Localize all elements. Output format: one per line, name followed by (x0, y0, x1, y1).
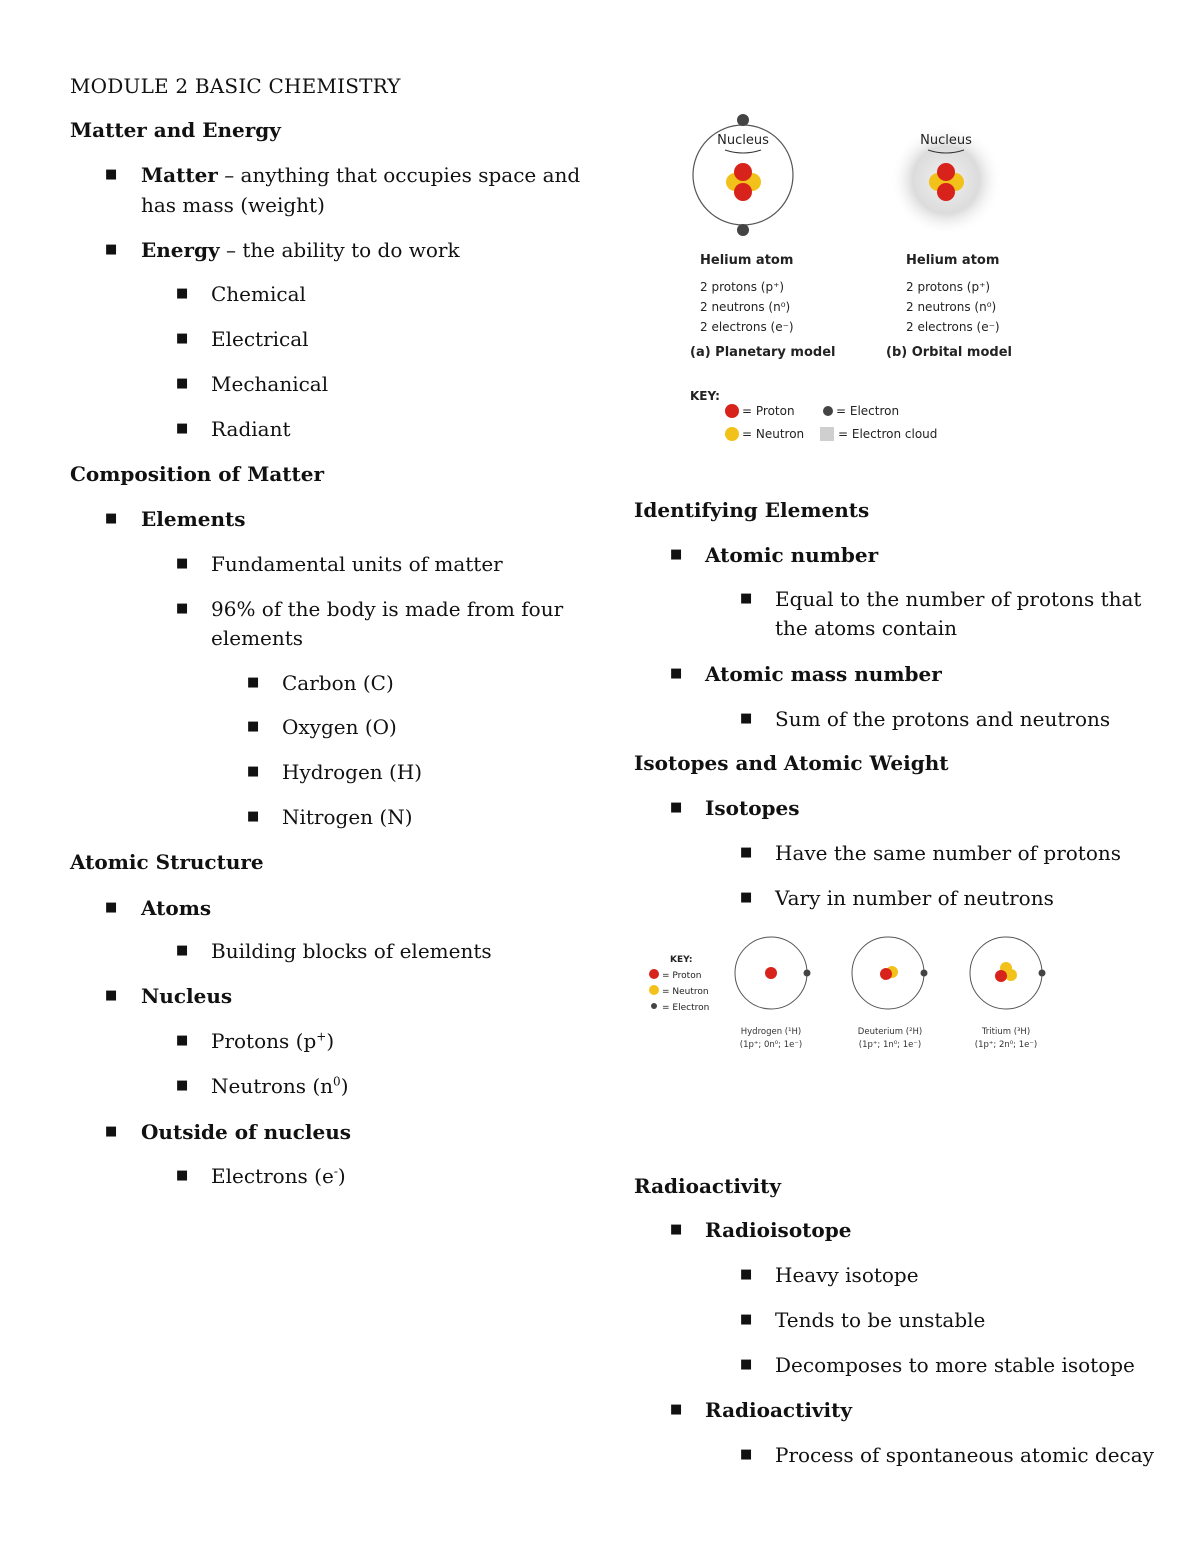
outside-nucleus-label: Outside of nucleus (141, 1120, 352, 1144)
atomic-number-def-cont: the atoms contain (775, 616, 958, 640)
key-proton: = Proton (742, 404, 795, 418)
key-electron: = Electron (662, 1003, 710, 1013)
proton (937, 183, 955, 201)
atom-label: Helium atom (906, 253, 1000, 268)
bullet: ■ (670, 547, 683, 562)
proton (995, 970, 1007, 982)
bullet: ■ (247, 719, 260, 734)
neutrons-item: Neutrons $(n^0)$ (211, 1074, 349, 1098)
element-item: Carbon (C) (282, 671, 394, 695)
bullet: ■ (105, 167, 118, 182)
bullet: ■ (176, 1033, 189, 1048)
key-electron: = Electron (836, 404, 900, 418)
helium-atom-figure (680, 110, 1020, 460)
atom-label: Helium atom (700, 253, 794, 268)
bullet: ■ (740, 1357, 753, 1372)
heading-radioactivity: Radioactivity (634, 1174, 782, 1198)
key-proton-swatch (649, 969, 659, 979)
energy-type: Radiant (211, 417, 291, 441)
energy-definition: Energy – the ability to do work (141, 238, 460, 262)
energy-type: Mechanical (211, 372, 329, 396)
bullet: ■ (176, 421, 189, 436)
bullet: ■ (176, 1168, 189, 1183)
nucleus-label: Nucleus (920, 133, 972, 148)
bullet: ■ (105, 511, 118, 526)
key-neutron-swatch (649, 985, 659, 995)
bullet: ■ (176, 331, 189, 346)
deuterium-composition: (1p⁺; 1n⁰; 1e⁻) (858, 1040, 922, 1050)
key-title: KEY: (670, 955, 693, 965)
tritium-name: Tritium (³H) (981, 1027, 1031, 1037)
elements-label: Elements (141, 507, 246, 531)
bullet: ■ (247, 675, 260, 690)
bullet: ■ (740, 711, 753, 726)
bullet: ■ (740, 591, 753, 606)
heading-atomic-structure: Atomic Structure (70, 850, 264, 874)
key-neutron: = Neutron (662, 987, 709, 997)
bullet: ■ (670, 1222, 683, 1237)
electron (737, 224, 749, 236)
matter-definition-cont: has mass (weight) (141, 193, 325, 217)
bullet: ■ (176, 943, 189, 958)
tritium-composition: (1p⁺; 2n⁰; 1e⁻) (974, 1040, 1038, 1050)
radioisotope-item: Decomposes to more stable isotope (775, 1353, 1135, 1377)
bullet: ■ (176, 376, 189, 391)
electrons-item: Electrons (e-) (211, 1164, 346, 1188)
proton (734, 183, 752, 201)
key-proton-swatch (725, 404, 739, 418)
proton (880, 968, 892, 980)
atomic-number-def: Equal to the number of protons that (775, 587, 1142, 611)
key-proton: = Proton (662, 971, 702, 981)
element-item: Hydrogen (H) (282, 760, 423, 784)
radioactivity-item: Process of spontaneous atomic decay (775, 1443, 1154, 1467)
matter-definition: Matter – anything that occupies space and (141, 163, 581, 187)
bullet: ■ (176, 1078, 189, 1093)
radioisotope-item: Heavy isotope (775, 1263, 919, 1287)
bullet: ■ (670, 666, 683, 681)
protons-item: Protons (p+) (211, 1029, 335, 1053)
electron (804, 970, 811, 977)
hydrogen-composition: (1p⁺; 0n⁰; 1e⁻) (739, 1040, 803, 1050)
key-cloud: = Electron cloud (838, 427, 938, 441)
heading-matter-energy: Matter and Energy (70, 118, 281, 142)
bullet: ■ (176, 556, 189, 571)
hydrogen-isotopes-figure (640, 935, 1060, 1060)
key-neutron-swatch (725, 427, 739, 441)
bullet: ■ (740, 1312, 753, 1327)
bullet: ■ (105, 1124, 118, 1139)
elements-percent: 96% of the body is made from four (211, 597, 564, 621)
protons-count: 2 protons (p⁺) (700, 280, 785, 294)
atoms-label: Atoms (141, 896, 212, 920)
bullet: ■ (740, 890, 753, 905)
bullet: ■ (105, 988, 118, 1003)
key-title: KEY: (690, 389, 720, 403)
electron (737, 114, 749, 126)
atomic-number-label: Atomic number (705, 543, 879, 567)
element-item: Oxygen (O) (282, 715, 397, 739)
bullet: ■ (176, 601, 189, 616)
mass-number-def: Sum of the protons and neutrons (775, 707, 1111, 731)
energy-type: Electrical (211, 327, 309, 351)
isotopes-label: Isotopes (705, 796, 800, 820)
electron (921, 970, 928, 977)
mass-number-label: Atomic mass number (705, 662, 942, 686)
bullet: ■ (670, 800, 683, 815)
radioisotope-item: Tends to be unstable (775, 1308, 986, 1332)
bullet: ■ (176, 286, 189, 301)
isotopes-item: Have the same number of protons (775, 841, 1122, 865)
energy-type: Chemical (211, 282, 306, 306)
key-electron-swatch (823, 406, 833, 416)
caption-orbital: (b) Orbital model (886, 345, 1012, 360)
page-title: MODULE 2 BASIC CHEMISTRY (70, 74, 401, 98)
electrons-count: 2 electrons (e⁻) (700, 320, 794, 334)
neutrons-count: 2 neutrons (n⁰) (906, 300, 997, 314)
isotopes-item: Vary in number of neutrons (775, 886, 1054, 910)
heading-identifying: Identifying Elements (634, 498, 870, 522)
heading-isotopes: Isotopes and Atomic Weight (634, 751, 949, 775)
bullet: ■ (247, 764, 260, 779)
bullet: ■ (740, 1447, 753, 1462)
nucleus-label: Nucleus (141, 984, 233, 1008)
caption-planetary: (a) Planetary model (690, 345, 836, 360)
key-neutron: = Neutron (742, 427, 805, 441)
element-item: Nitrogen (N) (282, 805, 413, 829)
electron (1039, 970, 1046, 977)
neutrons-count: 2 neutrons (n⁰) (700, 300, 791, 314)
proton (734, 163, 752, 181)
heading-composition: Composition of Matter (70, 462, 325, 486)
bullet: ■ (247, 809, 260, 824)
bullet: ■ (740, 845, 753, 860)
bullet: ■ (740, 1267, 753, 1282)
proton (765, 967, 777, 979)
elements-percent-cont: elements (211, 626, 304, 650)
proton (937, 163, 955, 181)
key-cloud-swatch (820, 427, 834, 441)
electrons-count: 2 electrons (e⁻) (906, 320, 1000, 334)
protons-count: 2 protons (p⁺) (906, 280, 991, 294)
nucleus-bracket (725, 150, 761, 153)
hydrogen-name: Hydrogen (¹H) (740, 1027, 802, 1037)
radioactivity-label: Radioactivity (705, 1398, 853, 1422)
bullet: ■ (105, 900, 118, 915)
atoms-item: Building blocks of elements (211, 939, 492, 963)
elements-fundamental: Fundamental units of matter (211, 552, 503, 576)
bullet: ■ (105, 242, 118, 257)
radioisotope-label: Radioisotope (705, 1218, 852, 1242)
key-electron-swatch (651, 1003, 657, 1009)
nucleus-label: Nucleus (717, 133, 769, 148)
deuterium-name: Deuterium (²H) (857, 1027, 923, 1037)
bullet: ■ (670, 1402, 683, 1417)
